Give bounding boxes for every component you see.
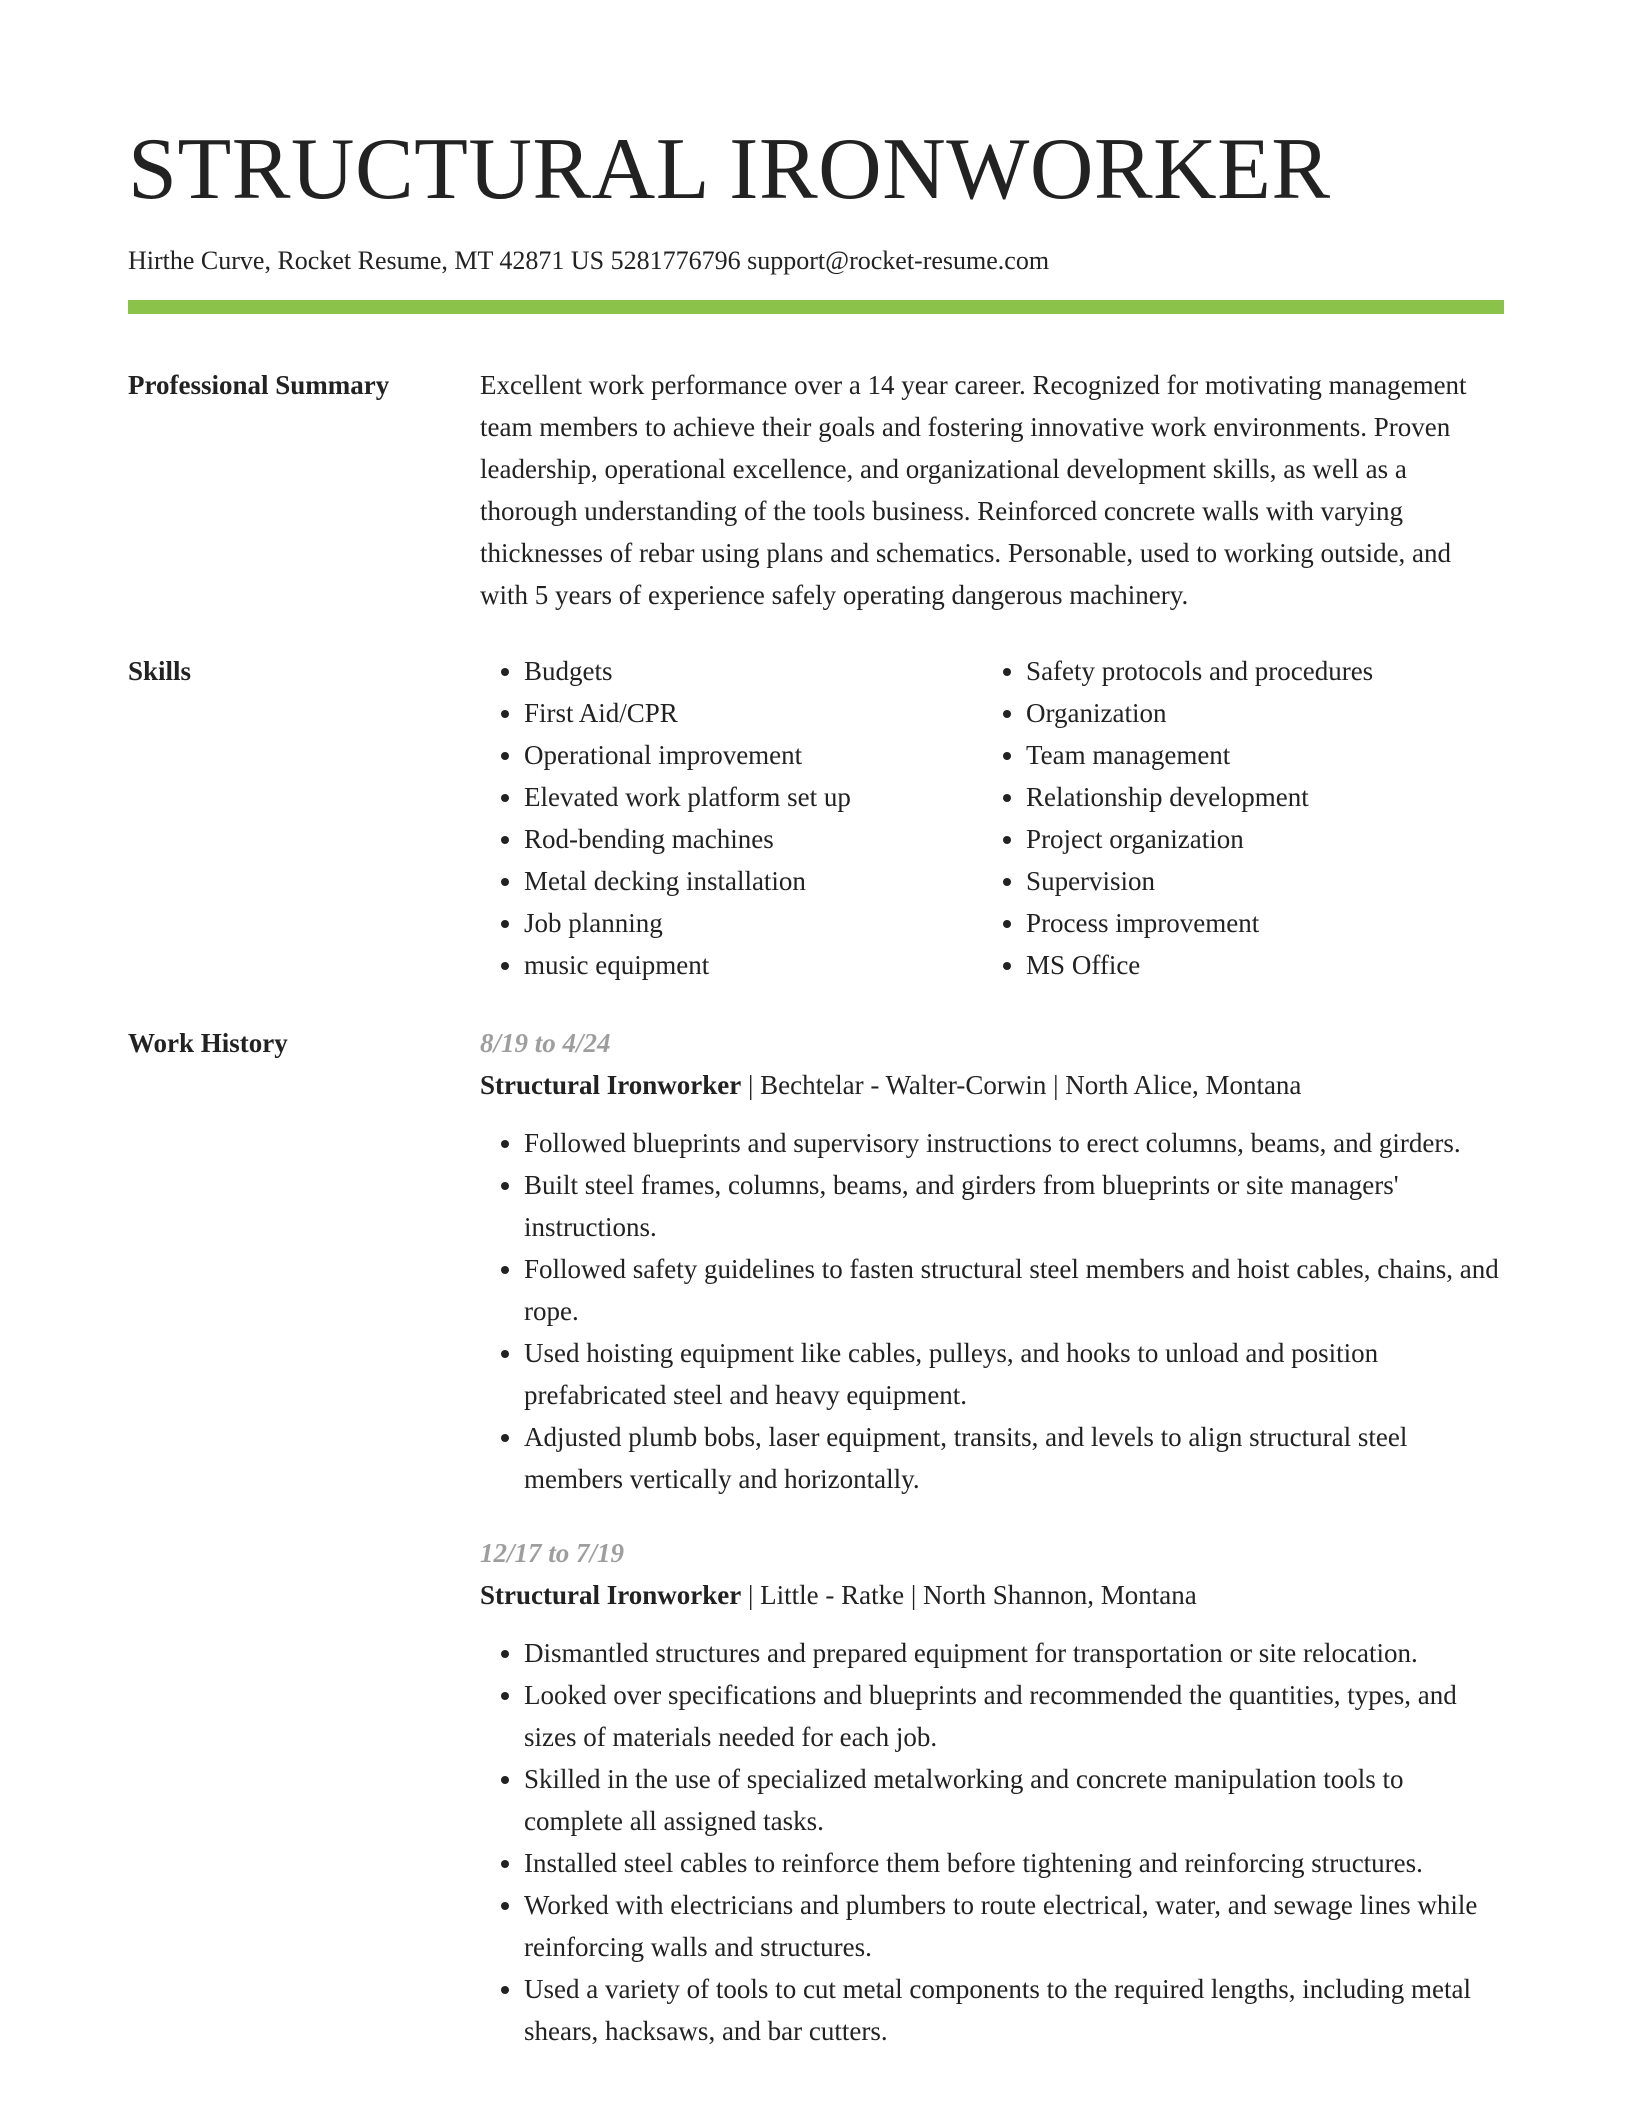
- skills-list-left: [480, 650, 982, 986]
- job-bullet: • Skilled in the use of specialized metalworking and concrete manipulation tools to complete all assigned tasks.: [524, 1758, 1504, 1842]
- skill-item: • Team management: [1026, 734, 1504, 776]
- job-bullet: • Used a variety of tools to cut metal components to the required lengths, including metal shears, hacksaws, and bar cutters.: [524, 1968, 1504, 2052]
- job-bullet: • Used hoisting equipment like cables, pulleys, and hooks to unload and position prefabricated steel and heavy equipment.: [524, 1332, 1504, 1416]
- work-history-label: Work History: [128, 1028, 288, 1058]
- skill-item: • Relationship development: [1026, 776, 1504, 818]
- skills-section: [128, 650, 1504, 986]
- skill-item: • Supervision: [1026, 860, 1504, 902]
- job-bullet: • Dismantled structures and prepared equipment for transportation or site relocation.: [524, 1632, 1504, 1674]
- skills-label: Skills: [128, 656, 192, 686]
- skill-item: • Project organization: [1026, 818, 1504, 860]
- skill-item: • Job planning: [524, 902, 982, 944]
- job-bullet: • Adjusted plumb bobs, laser equipment, transits, and levels to align structural steel members vertically and horizontally.: [524, 1416, 1504, 1500]
- job-heading: [480, 1574, 1504, 1616]
- skill-item: • Organization: [1026, 692, 1504, 734]
- work-history-section: [128, 1022, 1504, 2052]
- work-history-content: [480, 1022, 1504, 2052]
- job-bullets: [480, 1632, 1504, 2052]
- skill-item: • Safety protocols and procedures: [1026, 650, 1504, 692]
- skill-item: • Metal decking installation: [524, 860, 982, 902]
- job-heading: [480, 1064, 1504, 1106]
- job-bullet: • Worked with electricians and plumbers to route electrical, water, and sewage lines while reinforcing walls and structures.: [524, 1884, 1504, 1968]
- skill-item: • Elevated work platform set up: [524, 776, 982, 818]
- skills-list-right: [982, 650, 1504, 986]
- job-bullets: [480, 1122, 1504, 1500]
- job-bullet: • Followed blueprints and supervisory instructions to erect columns, beams, and girders.: [524, 1122, 1504, 1164]
- contact-line: Hirthe Curve, Rocket Resume, MT 42871 US 5281776796 support@rocket-resume.com: [128, 246, 1050, 275]
- summary-section: [128, 364, 1504, 616]
- job-entry: [480, 1022, 1504, 1500]
- header-divider: [128, 300, 1504, 314]
- skill-item: • First Aid/CPR: [524, 692, 982, 734]
- skill-item: • Operational improvement: [524, 734, 982, 776]
- job-bullet: • Looked over specifications and blueprints and recommended the quantities, types, and sizes of materials needed for each job.: [524, 1674, 1504, 1758]
- job-entry: [480, 1532, 1504, 2052]
- resume-title: STRUCTURAL IRONWORKER: [128, 121, 1331, 218]
- skill-item: • Rod-bending machines: [524, 818, 982, 860]
- skill-item: • MS Office: [1026, 944, 1504, 986]
- job-title: Structural Ironworker: [480, 1580, 742, 1610]
- summary-text: Excellent work performance over a 14 year career. Recognized for motivating management team members to achieve their goals and fostering innovative work environments. Proven leadership, operational excellence, and organizational development skills, as well as a thorough understanding of the tools business. Reinforced concrete walls with varying thicknesses of rebar using plans and schematics. Personable, used to working outside, and with 5 years of experience safely operating dangerous machinery.: [480, 370, 1467, 610]
- job-dates: 12/17 to 7/19: [480, 1538, 625, 1568]
- summary-label: Professional Summary: [128, 370, 390, 400]
- job-bullet: • Installed steel cables to reinforce them before tightening and reinforcing structures.: [524, 1842, 1504, 1884]
- skill-item: • Budgets: [524, 650, 982, 692]
- skill-item: • music equipment: [524, 944, 982, 986]
- skills-columns: [480, 650, 1504, 986]
- job-details: | Bechtelar - Walter-Corwin | North Alice, Montana: [741, 1070, 1302, 1100]
- job-dates: 8/19 to 4/24: [480, 1028, 611, 1058]
- job-details: | Little - Ratke | North Shannon, Montana: [741, 1580, 1197, 1610]
- job-bullet: • Built steel frames, columns, beams, and girders from blueprints or site managers' instructions.: [524, 1164, 1504, 1248]
- job-bullet: • Followed safety guidelines to fasten structural steel members and hoist cables, chains, and rope.: [524, 1248, 1504, 1332]
- skill-item: • Process improvement: [1026, 902, 1504, 944]
- job-title: Structural Ironworker: [480, 1070, 742, 1100]
